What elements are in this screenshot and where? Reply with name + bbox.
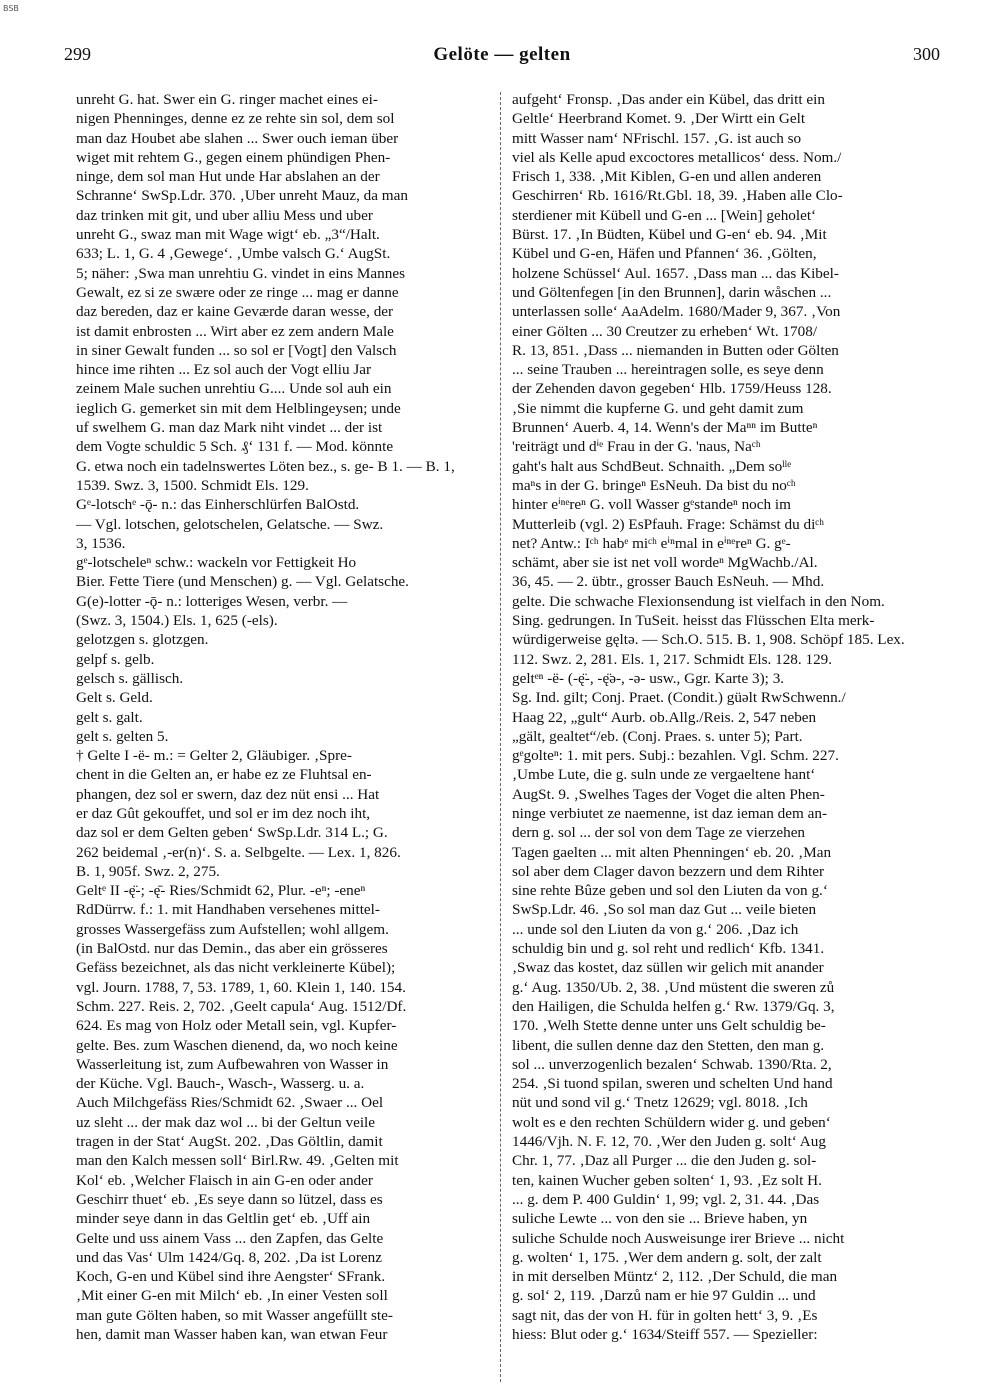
text-line: Bier. Fette Tiere (und Menschen) g. — Vgl. Gelatsche. — [76, 573, 409, 591]
text-line: ninge verbiutet ze naemenne, ist daz ieman dem an- — [512, 804, 828, 822]
text-line: phangen, dez sol er swern, daz dez nüt ensi ... Hat — [76, 785, 380, 803]
text-line: uz sleht ... der mak daz wol ... bi der Geltun veile — [76, 1113, 376, 1131]
text-line: 1539. Swz. 3, 1500. Schmidt Els. 129. — [76, 476, 309, 494]
text-line: Gelt s. Geld. — [76, 689, 153, 707]
text-line: aufgeht‘ Fronsp. ‚Das ander ein Kübel, das dritt ein — [512, 91, 825, 108]
text-line: gᵉ-lotscheleⁿ schw.: wackeln vor Fettigkeit Ho — [76, 554, 357, 572]
text-line: ‚Mit einer G-en mit Milch‘ eb. ‚In einer Vesten soll — [76, 1287, 388, 1305]
text-line: Geltᵉ II -ę̈-; -ę̄- Ries/Schmidt 62, Plur. -eⁿ; -eneⁿ — [76, 882, 366, 900]
text-line: Schm. 227. Reis. 2, 702. ‚Geelt capula‘ Aug. 1512/Df. — [76, 997, 407, 1015]
right-column — [512, 90, 944, 1344]
text-line: unreht G. hat. Swer ein G. ringer machet eines ei- — [76, 91, 378, 108]
text-line: Brunnen‘ Auerb. 4, 14. Wenn's der Maⁿⁿ im Butteⁿ — [512, 419, 818, 437]
text-line: Kol‘ eb. ‚Welcher Flaisch in ain G-en oder ander — [76, 1171, 373, 1189]
text-line: „gält, gealtet“/eb. (Conj. Praes. s. unter 5); Part. — [512, 727, 803, 745]
text-line: dem Vogte schuldic 5 Sch. ₰‘ 131 f. — Mod. könnte — [76, 438, 394, 456]
text-line: daz bereden, daz er kaine Geværde daran wesse, der — [76, 303, 394, 321]
text-line: gᵉgolteⁿ: 1. mit pers. Subj.: bezahlen. Vgl. Schm. 227. — [512, 747, 839, 765]
text-line: schuldig bin und g. sol reht und redlich‘ Kfb. 1341. — [512, 940, 825, 958]
text-line: 262 beidemal ‚-er(n)‘. S. a. Selbgelte. — Lex. 1, 826. — [76, 843, 401, 861]
text-line: 633; L. 1, G. 4 ‚Gewege‘. ‚Umbe valsch G.‘ AugSt. — [76, 245, 391, 263]
text-line: der Zehenden davon gegeben‘ Hlb. 1759/Heuss 128. — [512, 380, 832, 398]
text-line: Geschirr thuet‘ eb. ‚Es seye dann so lützel, dass es — [76, 1190, 383, 1208]
text-line: gelt s. gelten 5. — [76, 727, 169, 745]
text-line: sterdiener mit Kübell und G-en ... [Wein] geholet‘ — [512, 206, 817, 224]
text-line: daz trinken mit git, und uber alliu Mess und uber — [76, 206, 373, 224]
text-line: vgl. Journ. 1788, 7, 53. 1789, 1, 60. Klein 1, 140. 154. — [76, 978, 406, 996]
page-number-left: 299 — [64, 44, 91, 64]
text-line: 5; näher: ‚Swa man unrehtiu G. vindet in eins Mannes — [76, 264, 405, 282]
text-line: chent in die Gelten an, er habe ez ze Fluhtsal en- — [76, 766, 372, 784]
text-line: man daz Houbet abe slahen ... Swer ouch ieman über — [76, 129, 399, 147]
text-line: würdigerweise gęltə. — Sch.O. 515. B. 1, 908. Schöpf 185. Lex. — [512, 631, 905, 649]
text-line: ... unde sol den Liuten da von g.‘ 206. ‚Daz ich — [512, 920, 799, 938]
text-line: ist damit enbrosten ... Wirt aber ez zem andern Male — [76, 322, 394, 340]
text-line: RdDürrw. f.: 1. mit Handhaben versehenes mittel- — [76, 901, 380, 919]
text-line: suliche Lewte ... von den sie ... Brieve haben, yn — [512, 1210, 808, 1228]
text-line: 3, 1536. — [76, 534, 126, 552]
text-line: gelpf s. gelb. — [76, 650, 155, 668]
text-line: unterlassen solle‘ AaAdelm. 1680/Mader 9, 367. ‚Von — [512, 303, 841, 321]
text-line: man gute Gölten haben, so mit Wasser angefüllt ste- — [76, 1306, 393, 1324]
text-line: ten, kainen Wucher geben solten‘ 1, 93. ‚Ez solt H. — [512, 1171, 822, 1189]
text-line: ... g. dem P. 400 Guldin‘ 1, 99; vgl. 2, 31. 44. ‚Das — [512, 1190, 820, 1208]
text-line: g. wolten‘ 1, 175. ‚Wer dem andern g. solt, der zalt — [512, 1248, 822, 1266]
text-line: R. 13, 851. ‚Dass ... niemanden in Butten oder Gölten — [512, 341, 839, 359]
text-line: ‚Sie nimmt die kupferne G. und geht damit zum — [512, 399, 804, 417]
text-line: libent, die sullen denne daz den Stetten, den man g. — [512, 1036, 825, 1054]
text-line: G. etwa noch ein tadelnswertes Löten bez., s. ge- B 1. — B. 1, — [76, 457, 455, 475]
text-line: maⁿs in der G. bringeⁿ EsNeuh. Da bist du noᶜʰ — [512, 476, 796, 494]
text-line: 36, 45. — 2. übtr., grosser Bauch EsNeuh. — Mhd. — [512, 573, 825, 591]
text-line: 'reiträgt und dⁱᵉ Frau in der G. 'naus, Naᶜʰ — [512, 438, 761, 456]
text-line: zeinem Male suchen unrehtiu G.... Unde sol auh ein — [76, 380, 392, 398]
text-line: Geltle‘ Heerbrand Komet. 9. ‚Der Wirtt ein Gelt — [512, 110, 806, 128]
text-line: Geschirren‘ Rb. 1616/Rt.Gbl. 18, 39. ‚Haben alle Clo- — [512, 187, 843, 205]
text-line: wolt es e den rechten Schüldern wider g. und geben‘ — [512, 1113, 831, 1131]
page-header — [64, 44, 940, 68]
left-column — [76, 90, 508, 1344]
text-line: Haag 22, „gult“ Aurb. ob.Allg./Reis. 2, 547 neben — [512, 708, 817, 726]
text-line: gelotzgen s. glotzgen. — [76, 631, 209, 649]
text-line: und das Vas‘ Ulm 1424/Gq. 8, 202. ‚Da ist Lorenz — [76, 1248, 382, 1266]
text-line: Gᵉ-lotschᵉ -ǭ- n.: das Einherschlürfen BalOstd. — [76, 496, 360, 514]
text-line: grosses Wassergefäss zum Aufstellen; wohl allgem. — [76, 920, 389, 938]
text-line: Kübel und G-en, Häfen und Pfannen‘ 36. ‚Gölten, — [512, 245, 817, 263]
text-line: tragen in der Stat‘ AugSt. 202. ‚Das Göltlin, damit — [76, 1133, 383, 1151]
text-line: g. sol‘ 2, 119. ‚Darzů nam er hie 97 Guldin ... und — [512, 1287, 816, 1305]
text-line: (Swz. 3, 1504.) Els. 1, 625 (-els). — [76, 612, 278, 630]
text-line: g.‘ Aug. 1350/Ub. 2, 38. ‚Und müstent die sweren zů — [512, 978, 835, 996]
text-line: Gewalt, ez si ze swære oder ze ringe ... mag er danne — [76, 283, 399, 301]
text-line: geltᵉⁿ -ë- (-ę̈-, -ę̈ə-, -ə- usw., Ggr. Karte 3); 3. — [512, 669, 785, 687]
text-line: SwSp.Ldr. 46. ‚So sol man daz Gut ... veile bieten — [512, 901, 817, 919]
text-line: mitt Wasser nam‘ NFrischl. 157. ‚G. ist auch so — [512, 129, 802, 147]
text-line: B. 1, 905f. Swz. 2, 275. — [76, 862, 220, 880]
text-line: ninge, dem sol man Hut unde Har abslahen an der — [76, 168, 380, 186]
text-line: gelsch s. gällisch. — [76, 669, 184, 687]
text-line: ‚Swaz das kostet, daz süllen wir gelich mit anander — [512, 959, 824, 977]
text-line: man den Kalch messen soll‘ Birl.Rw. 49. ‚Gelten mit — [76, 1152, 399, 1170]
text-line: daz sol er dem Gelten geben‘ SwSp.Ldr. 314 L.; G. — [76, 824, 388, 842]
text-line: dern g. sol ... der sol von dem Tage ze vierzehen — [512, 824, 806, 842]
page-number-right: 300 — [913, 44, 940, 64]
text-line: 254. ‚Si tuond spilan, sweren und schelten Und hand — [512, 1075, 833, 1093]
text-line: Schranne‘ SwSp.Ldr. 370. ‚Uber unreht Mauz, da man — [76, 187, 408, 205]
text-line: einer Gölten ... 30 Creutzer zu erheben‘ Wt. 1708/ — [512, 322, 818, 340]
text-line: Gelte und uss ainem Vass ... den Zapfen, das Gelte — [76, 1229, 384, 1247]
text-line: hen, damit man Wasser haben kan, wan etwan Feur — [76, 1326, 388, 1343]
text-line: Sing. gedrungen. In TuSeit. heisst das Flüsschen Elta merk- — [512, 612, 875, 630]
text-line: Chr. 1, 77. ‚Daz all Purger ... die den Juden g. sol- — [512, 1152, 817, 1170]
text-line: uf swelhem G. man daz Mark niht vindet ... der ist — [76, 419, 383, 437]
text-line: in siner Gewalt funden ... so sol er [Vogt] den Valsch — [76, 341, 397, 359]
text-line: sine rehte Bûze geben und sol den Liuten da von g.‘ — [512, 882, 828, 900]
text-line: gaht's halt aus SchdBeut. Schnaith. „Dem soˡˡᵉ — [512, 457, 792, 475]
page-title: Gelöte — gelten — [433, 44, 571, 65]
text-line: hiess: Blut oder g.‘ 1634/Steiff 557. — Spezieller: — [512, 1326, 818, 1343]
text-line: † Gelte I -ë- m.: = Gelter 2, Gläubiger. ‚Spre- — [76, 747, 352, 765]
text-line: den Hailigen, die Schulda helfen g.‘ Rw. 1379/Gq. 3, — [512, 997, 835, 1015]
text-line: Tagen gaelten ... mit alten Phenningen‘ eb. 20. ‚Man — [512, 843, 832, 861]
text-line: nigen Phenninges, denne ez ze rehte sin sol, dem sol — [76, 110, 395, 128]
text-line: 170. ‚Welh Stette denne unter uns Gelt schuldig be- — [512, 1017, 826, 1035]
text-line: sol aber dem Clager davon bezzern und dem Rihter — [512, 862, 825, 880]
text-line: Bürst. 17. ‚In Büdten, Kübel und G-en‘ eb. 94. ‚Mit — [512, 226, 827, 244]
text-line: ieglich G. gemerket sin mit dem Helblingeysen; unde — [76, 399, 401, 417]
library-stamp: BSB — [3, 4, 19, 13]
text-line: — Vgl. lotschen, gelotschelen, Gelatsche. — Swz. — [76, 515, 384, 533]
text-line: Sg. Ind. gilt; Conj. Praet. (Condit.) güəlt RwSchwenn./ — [512, 689, 846, 707]
text-line: Wasserleitung ist, zum Aufbewahren von Wasser in — [76, 1055, 389, 1073]
text-line: hince ime rihten ... Ez sol auch der Vogt elliu Jar — [76, 361, 372, 379]
text-line: net? Antw.: Iᶜʰ habᵉ miᶜʰ eⁱⁿmal in eⁱⁿᵉreⁿ G. gᵉ- — [512, 534, 791, 552]
text-line: 1446/Vjh. N. F. 12, 70. ‚Wer den Juden g. solt‘ Aug — [512, 1133, 826, 1151]
text-line: ‚Umbe Lute, die g. suln unde ze vergaeltene hant‘ — [512, 766, 816, 784]
text-line: 112. Swz. 2, 281. Els. 1, 217. Schmidt Els. 128. 129. — [512, 650, 833, 668]
column-divider — [500, 92, 501, 1382]
text-line: gelte. Bes. zum Waschen dienend, da, wo noch keine — [76, 1036, 398, 1054]
text-line: Mutterleib (vgl. 2) EsPfauh. Frage: Schämst du diᶜʰ — [512, 515, 825, 533]
text-line: suliche Schulde noch Ausweisunge irer Brieve ... nicht — [512, 1229, 845, 1247]
text-line: schämt, aber sie ist net voll wordeⁿ MgWachb./Al. — [512, 554, 818, 572]
text-line: er daz Gût gekouffet, und sol er im dez noch iht, — [76, 804, 371, 822]
text-line: G(e)-lotter -ǭ- n.: lotteriges Wesen, verbr. — — [76, 592, 348, 610]
text-line: sol ... unverzogenlich bezalen‘ Schwab. 1390/Rta. 2, — [512, 1055, 832, 1073]
text-line: Gefäss bezeichnet, als das nicht verkleinerte Kübel); — [76, 959, 396, 977]
text-line: hinter eⁱⁿᵉreⁿ G. voll Wasser gᵉstandeⁿ noch im — [512, 496, 791, 514]
text-line: gelte. Die schwache Flexionsendung ist vielfach in den Nom. — [512, 592, 885, 610]
text-line: (in BalOstd. nur das Demin., das aber ein grösseres — [76, 940, 388, 958]
text-line: holzene Schüssel‘ Aul. 1657. ‚Dass man ... das Kibel- — [512, 264, 839, 282]
text-line: viel als Kelle apud excoctores metallicos‘ dess. Nom./ — [512, 148, 842, 166]
text-line: gelt s. galt. — [76, 708, 143, 726]
text-line: und Göltenfegen [in den Brunnen], darin wåschen ... — [512, 283, 832, 301]
text-line: ... seine Trauben ... hereintragen solle, es seye denn — [512, 361, 824, 379]
text-line: minder seye dann in das Geltlin get‘ eb. ‚Uff ain — [76, 1210, 371, 1228]
text-line: wiget mit rehtem G., gegen einem phündigen Phen- — [76, 148, 391, 166]
text-line: Koch, G-en und Kübel sind ihre Aengster‘ SFrank. — [76, 1268, 386, 1286]
text-line: unreht G., swaz man mit Wage wigt‘ eb. „3“/Halt. — [76, 226, 380, 244]
text-line: AugSt. 9. ‚Swelhes Tages der Voget die alten Phen- — [512, 785, 825, 803]
text-line: nüt und sond vil g.‘ Tnetz 12629; vgl. 8018. ‚Ich — [512, 1094, 808, 1112]
text-line: der Küche. Vgl. Bauch-, Wasch-, Wasserg. u. a. — [76, 1075, 365, 1093]
text-line: Auch Milchgefäss Ries/Schmidt 62. ‚Swaer ... Oel — [76, 1094, 384, 1112]
text-line: 624. Es mag von Holz oder Metall sein, vgl. Kupfer- — [76, 1017, 397, 1035]
text-line: sagt nit, das der von H. für in golten hett‘ 3, 9. ‚Es — [512, 1306, 818, 1324]
text-line: in mit derselben Müntz‘ 2, 112. ‚Der Schuld, die man — [512, 1268, 838, 1286]
text-line: Frisch 1, 338. ‚Mit Kiblen, G-en und allen anderen — [512, 168, 822, 186]
